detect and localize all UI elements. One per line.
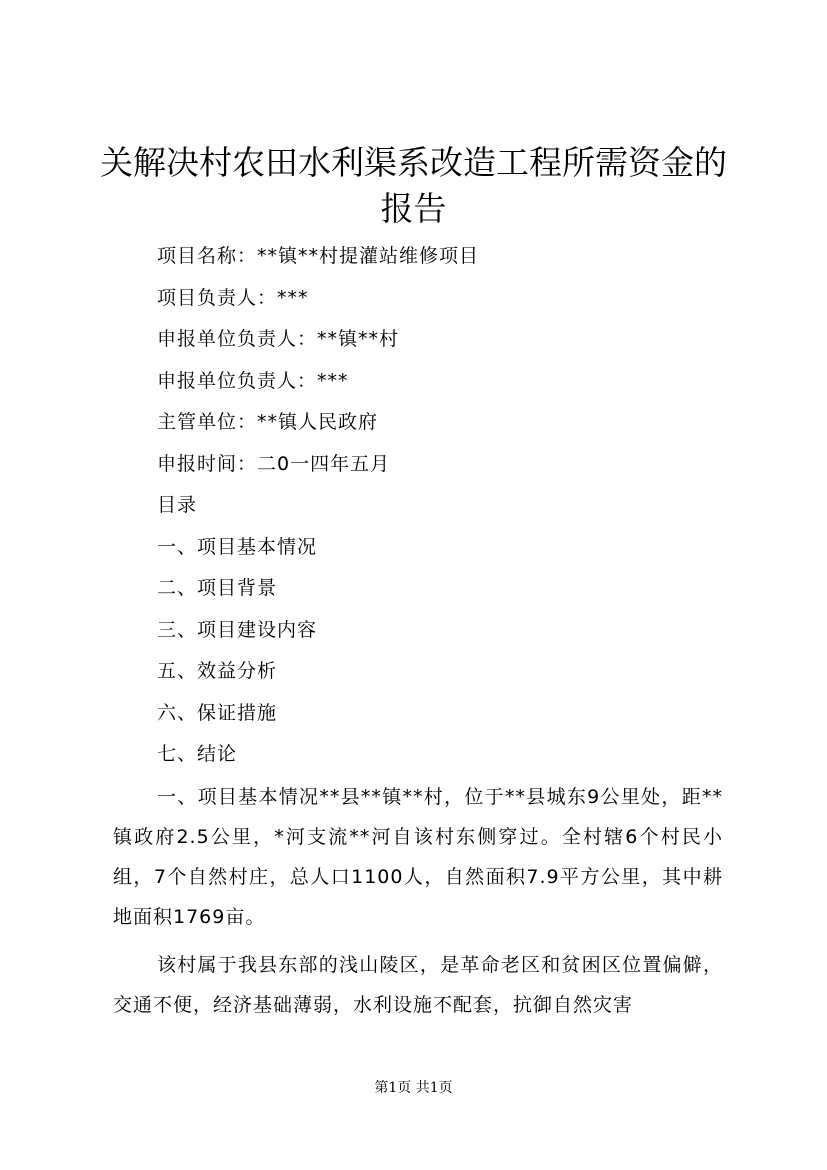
body-paragraph: 该村属于我县东部的浅山陵区，是革命老区和贫困区位置偏僻，交通不便，经济基础薄弱，水利设施不配套，抗御自然灾害: [113, 954, 723, 1016]
toc-item: 六、保证措施: [157, 701, 278, 724]
toc-item: 三、项目建设内容: [157, 618, 318, 641]
page-footer: 第1页 共1页: [374, 1080, 453, 1096]
toc-item: 五、效益分析: [157, 660, 278, 682]
toc-item: 七、结论: [157, 743, 238, 765]
toc-item: 二、项目背景: [157, 577, 278, 599]
document-title: 关解决村农田水利渠系改造工程所需资金的报告: [100, 143, 727, 228]
toc-item: 一、项目基本情况: [157, 535, 318, 558]
applicant-unit-line: 申报单位负责人：**镇**村: [157, 328, 400, 350]
supervising-unit-line: 主管单位：**镇人民政府: [157, 411, 379, 433]
project-lead-line: 项目负责人：***: [157, 286, 309, 309]
toc-heading: 目录: [157, 494, 198, 516]
body-paragraph: 一、项目基本情况**县**镇**村，位于**县城东9公里处，距**镇政府2.5公里，*河支流**河自该村东侧穿过。全村辖6个村民小组，7个自然村庄，总人口1100人，自然面积7.9平方公里，其中耕地面积1769亩。: [113, 786, 723, 928]
application-date-line: 申报时间：二0一四年五月: [157, 452, 391, 475]
project-name-line: 项目名称：**镇**村提灌站维修项目: [157, 245, 480, 267]
applicant-lead-line: 申报单位负责人：***: [157, 369, 349, 392]
document-info-list: [113, 236, 723, 776]
